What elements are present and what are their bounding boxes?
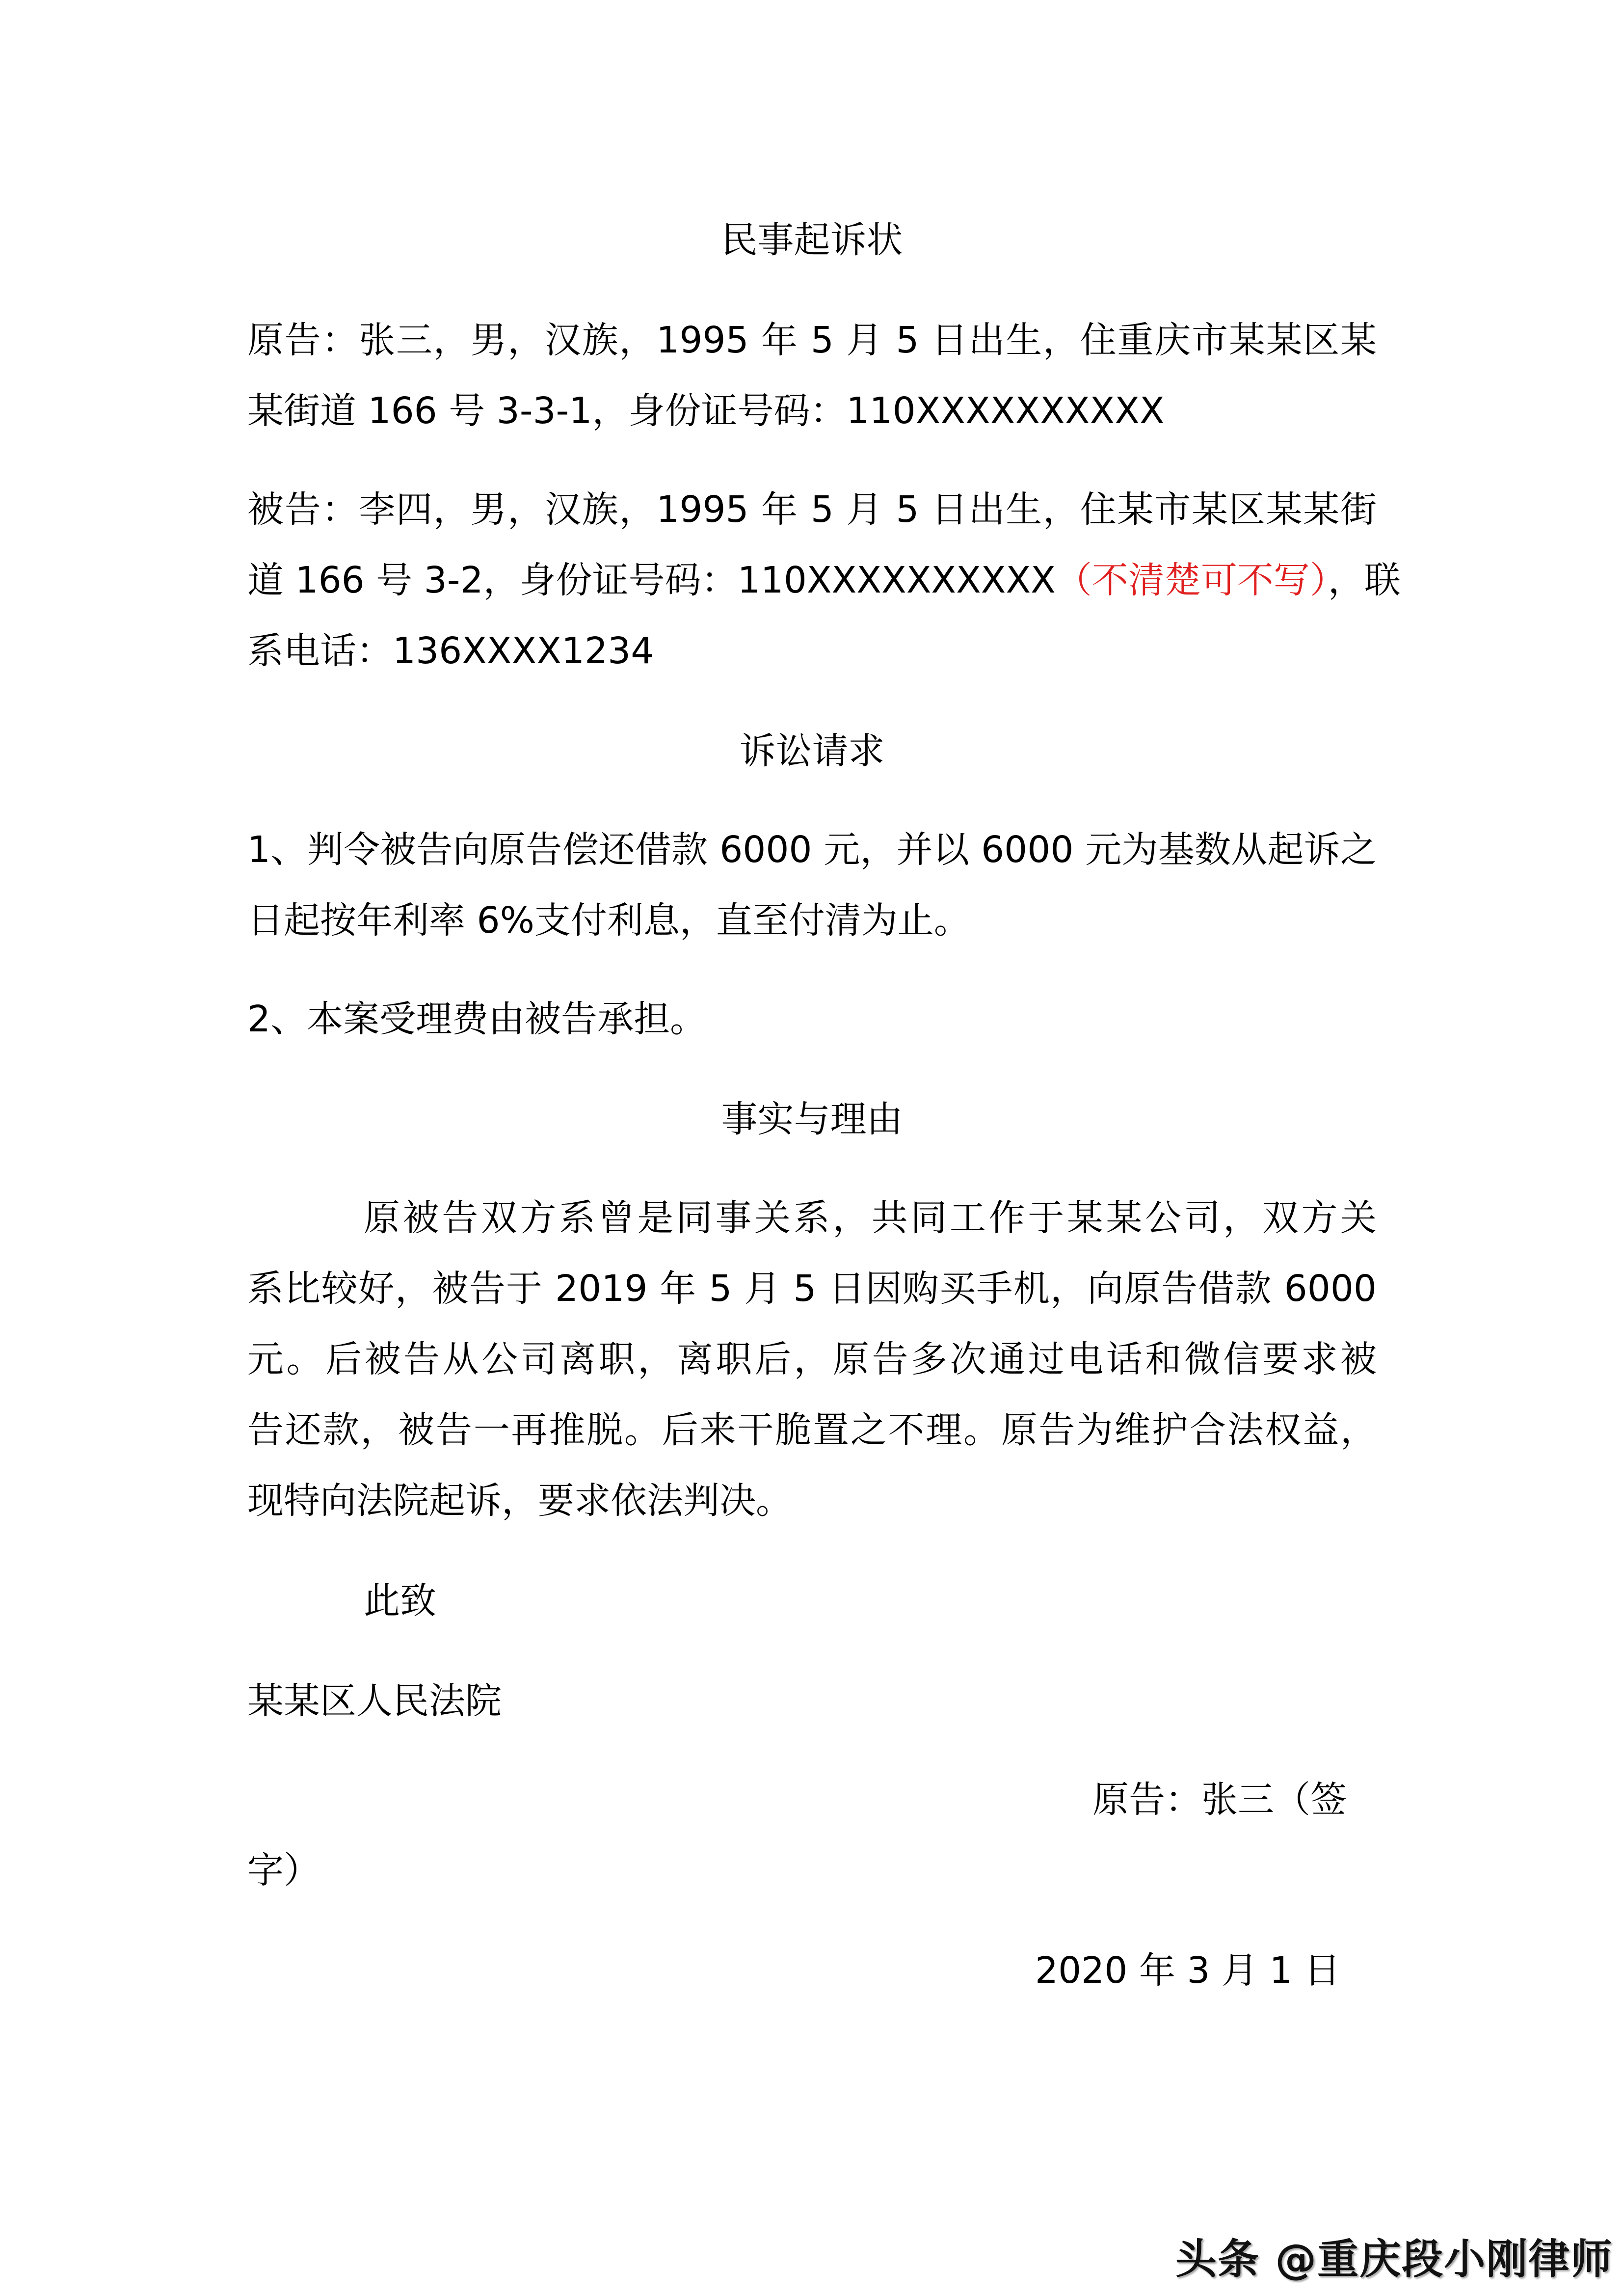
- defendant-line: 系电话：136XXXX1234: [247, 630, 654, 672]
- plaintiff-line: 某街道 166 号 3-3-1，身份证号码：110XXXXXXXXXX: [247, 390, 1165, 432]
- plaintiff-line: 原告：张三，男，汉族，1995 年 5 月 5 日出生，住重庆市某某区某: [247, 319, 1377, 361]
- facts-line: 原被告双方系曾是同事关系，共同工作于某某公司，双方关: [364, 1197, 1377, 1239]
- plaintiff-paragraph: [247, 305, 1377, 446]
- defendant-line: [247, 545, 1401, 616]
- defendant-line: 被告：李四，男，汉族，1995 年 5 月 5 日出生，住某市某区某某街: [247, 488, 1377, 531]
- document-title: 民事起诉状: [721, 219, 903, 261]
- defendant-text: ，联: [1328, 559, 1401, 601]
- facts-paragraph: [247, 1183, 1377, 1536]
- court-name: 某某区人民法院: [247, 1680, 502, 1722]
- claims-heading: 诉讼请求: [739, 730, 885, 772]
- red-note: （不清楚可不写）: [1055, 559, 1328, 601]
- watermark: 头条 @重庆段小刚律师: [1175, 2235, 1613, 2283]
- defendant-id: 道 166 号 3-2，身份证号码：110XXXXXXXXXX: [247, 559, 1056, 601]
- claim-2: [247, 984, 1377, 1054]
- claim-line: 1、判令被告向原告偿还借款 6000 元，并以 6000 元为基数从起诉之: [247, 829, 1377, 871]
- date: 2020 年 3 月 1 日: [1035, 1949, 1341, 1992]
- claim-1: [247, 814, 1377, 956]
- closing: 此致: [364, 1580, 436, 1622]
- claim-line: 日起按年利率 6%支付利息，直至付清为止。: [247, 899, 970, 942]
- facts-heading: 事实与理由: [721, 1098, 903, 1140]
- signature-line: 原告：张三（签: [1092, 1779, 1347, 1821]
- facts-line: 告还款，被告一再推脱。后来干脆置之不理。原告为维护合法权益，: [247, 1409, 1377, 1451]
- signature-line: 字）: [247, 1849, 320, 1891]
- facts-line: 元。后被告从公司离职，离职后，原告多次通过电话和微信要求被: [247, 1338, 1377, 1380]
- facts-line: 现特向法院起诉，要求依法判决。: [247, 1480, 792, 1522]
- facts-line: 系比较好，被告于 2019 年 5 月 5 日因购买手机，向原告借款 6000: [247, 1268, 1377, 1310]
- defendant-paragraph: [247, 474, 1401, 686]
- claim-line: 2、本案受理费由被告承担。: [247, 998, 707, 1040]
